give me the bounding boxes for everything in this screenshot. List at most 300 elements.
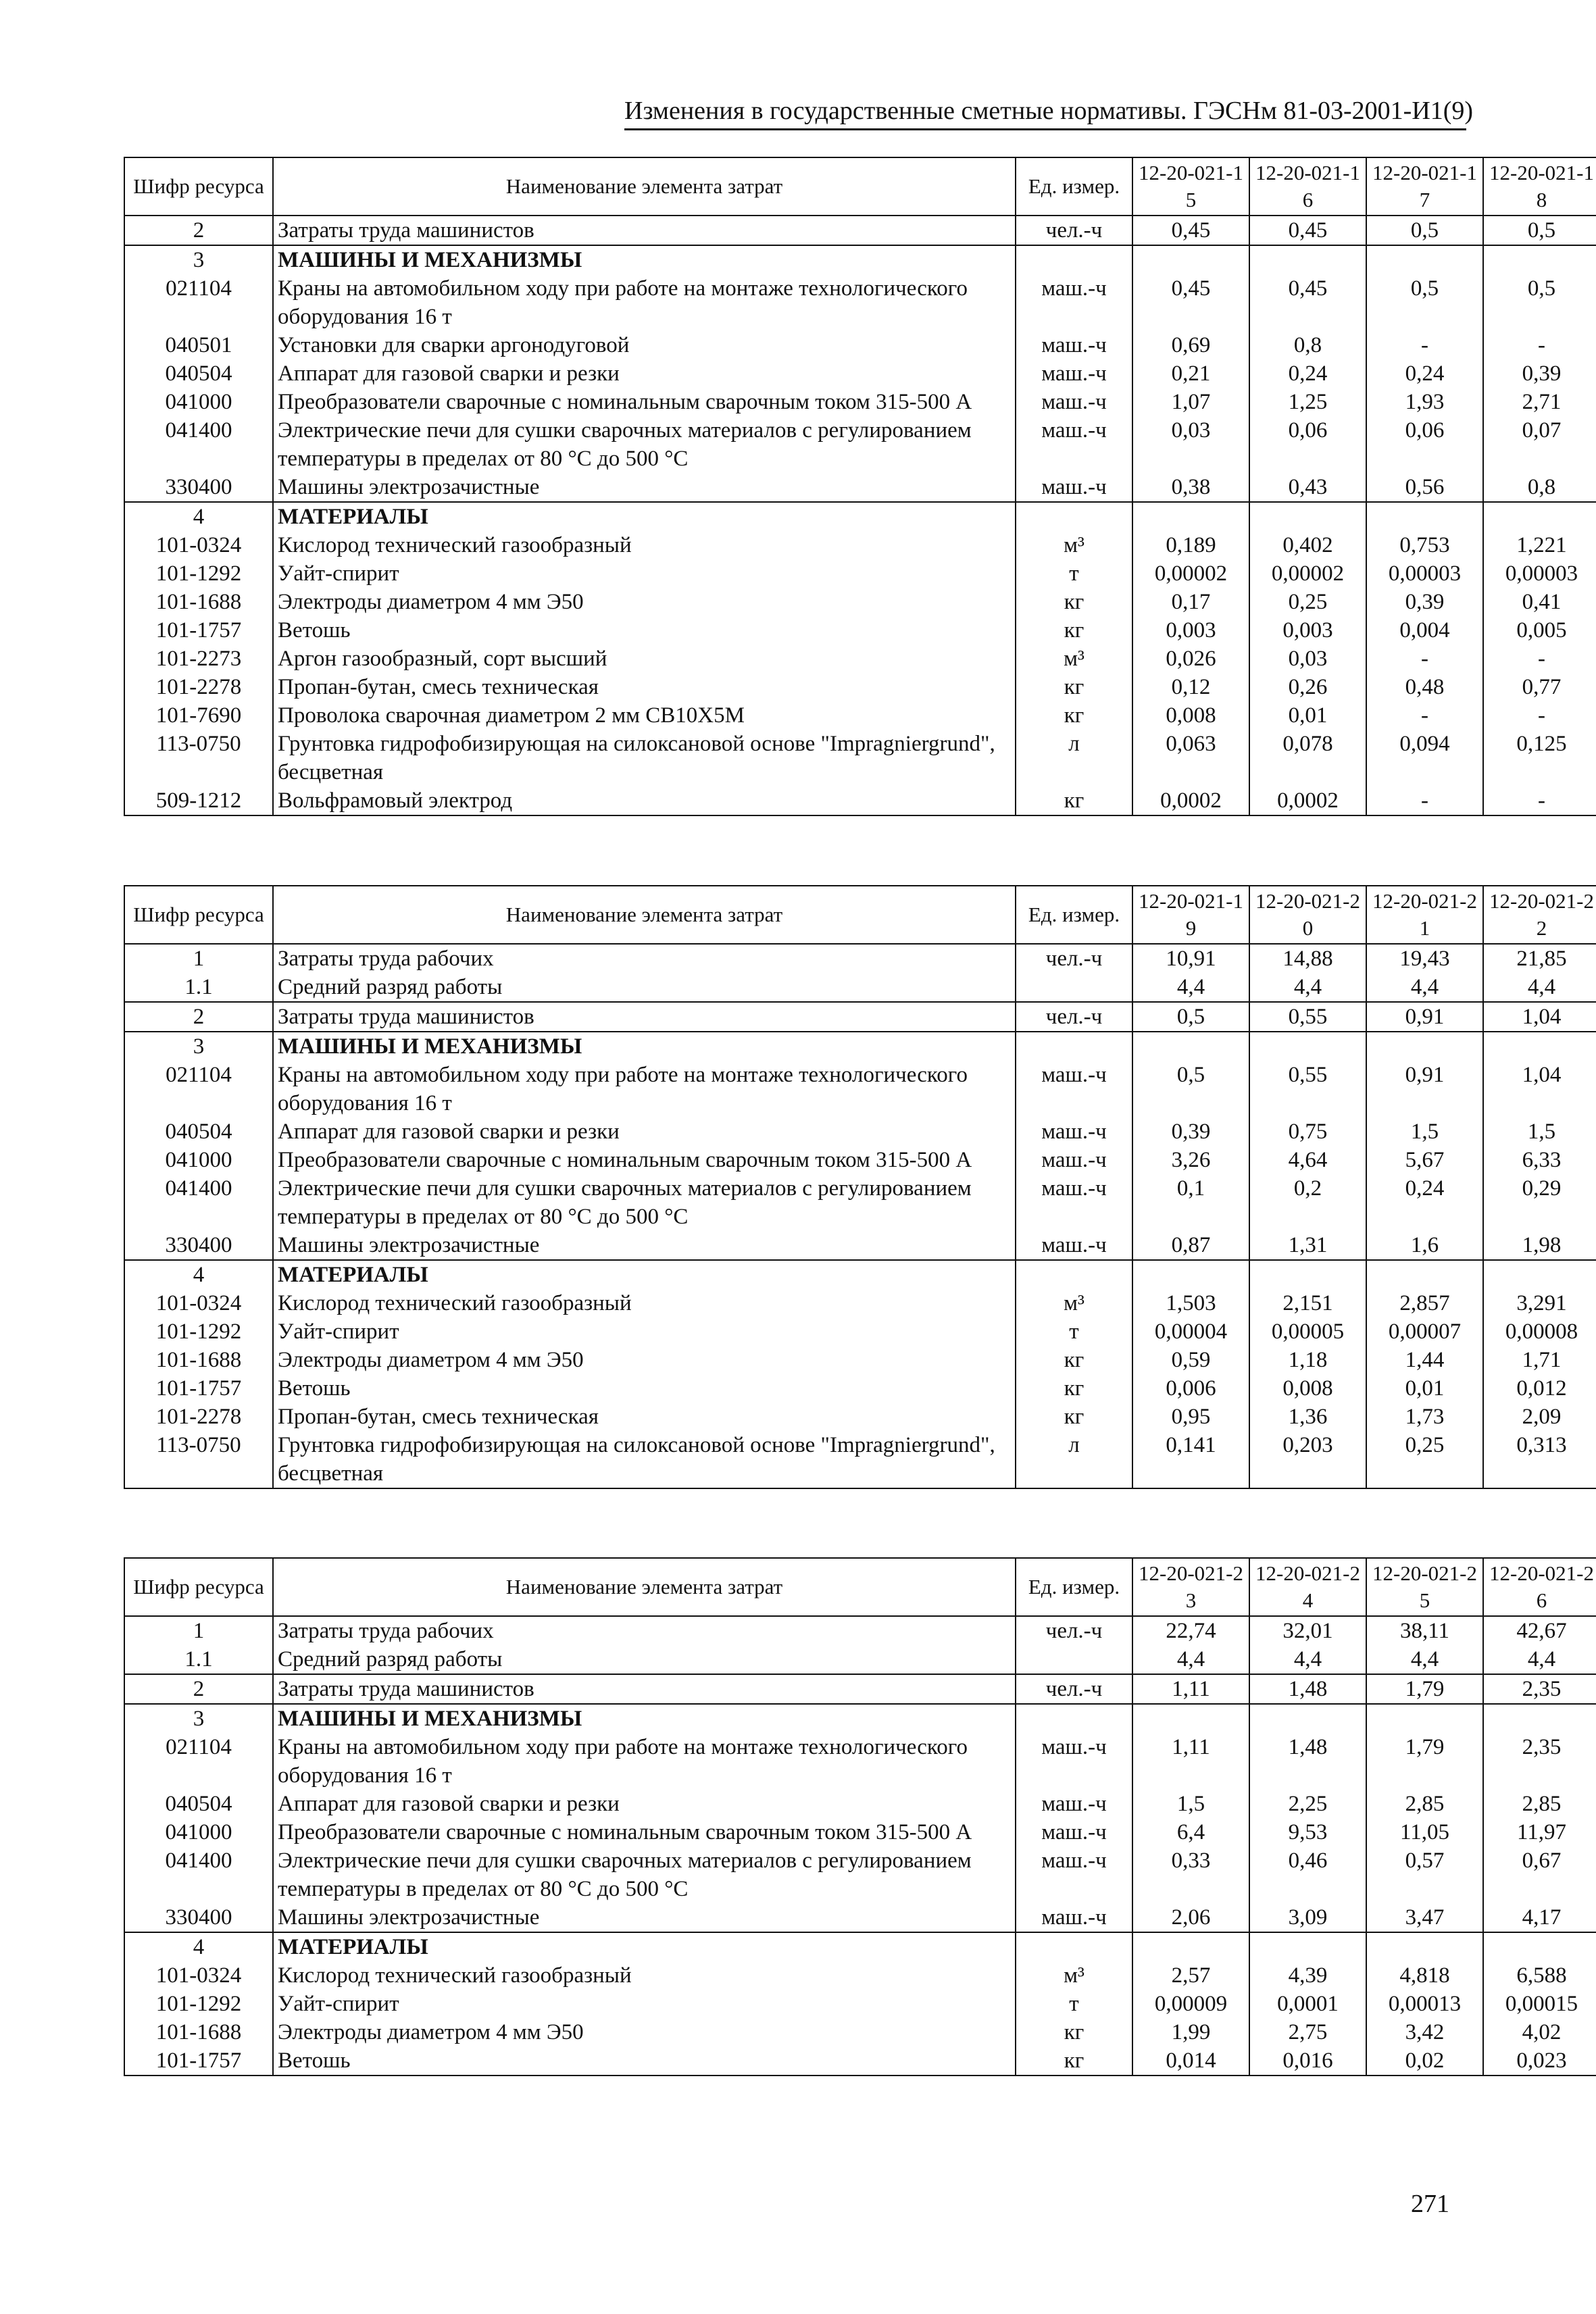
resource-name: Ветошь xyxy=(273,616,1016,645)
value-cell: 1,48 xyxy=(1249,1733,1366,1790)
value-cell: 1,5 xyxy=(1132,1790,1249,1818)
value-cell: 0,33 xyxy=(1132,1846,1249,1903)
value-cell: 0,55 xyxy=(1249,1002,1366,1032)
value-cell: 4,4 xyxy=(1132,973,1249,1002)
value-cell: 0,00013 xyxy=(1366,1990,1483,2018)
resource-code: 040504 xyxy=(124,359,273,388)
value-cell: 2,57 xyxy=(1132,1961,1249,1990)
table-row xyxy=(124,531,1596,559)
unit-cell xyxy=(1016,1260,1132,1289)
value-cell: 0,43 xyxy=(1249,473,1366,502)
value-cell: 42,67 xyxy=(1483,1616,1596,1645)
value-cell: 2,85 xyxy=(1366,1790,1483,1818)
resource-name: Ветошь xyxy=(273,1374,1016,1403)
column-header-norm: 12-20-021-19 xyxy=(1132,886,1249,944)
value-cell: 0,014 xyxy=(1132,2046,1249,2076)
value-cell: 0,01 xyxy=(1366,1374,1483,1403)
resource-code: 041000 xyxy=(124,388,273,416)
value-cell: 0,8 xyxy=(1483,473,1596,502)
value-cell: - xyxy=(1366,786,1483,815)
value-cell: 0,094 xyxy=(1366,730,1483,786)
column-header-unit: Ед. измер. xyxy=(1016,157,1132,216)
column-header-norm: 12-20-021-15 xyxy=(1132,157,1249,216)
resource-name: Электрические печи для сушки сварочных материалов с регулированием температуры в пределах от 80 °С до 500 °С xyxy=(273,416,1016,473)
table-row xyxy=(124,1289,1596,1317)
value-cell: 4,02 xyxy=(1483,2018,1596,2046)
value-cell: 0,5 xyxy=(1483,216,1596,245)
table-row xyxy=(124,588,1596,616)
resource-code: 101-1688 xyxy=(124,1346,273,1374)
resource-code: 041400 xyxy=(124,416,273,473)
value-cell: 4,4 xyxy=(1132,1645,1249,1674)
value-cell: 1,6 xyxy=(1366,1231,1483,1260)
value-cell: 0,06 xyxy=(1366,416,1483,473)
unit-cell: кг xyxy=(1064,1348,1084,1372)
resource-code: 4 xyxy=(124,1260,273,1289)
table-row xyxy=(124,1961,1596,1990)
table-row xyxy=(124,1932,1596,1961)
resource-name: Уайт-спирит xyxy=(273,559,1016,588)
value-cell: 2,35 xyxy=(1483,1674,1596,1704)
table-row xyxy=(124,1818,1596,1846)
value-cell: 0,5 xyxy=(1132,1002,1249,1032)
unit-cell: т xyxy=(1069,1319,1079,1344)
resource-name: Кислород технический газообразный xyxy=(273,1289,1016,1317)
value-cell xyxy=(1483,1260,1596,1289)
table-row xyxy=(124,1431,1596,1488)
table-row xyxy=(124,245,1596,274)
unit-cell: маш.-ч xyxy=(1041,1233,1107,1257)
value-cell: 0,006 xyxy=(1132,1374,1249,1403)
table-row xyxy=(124,1231,1596,1260)
value-cell: 0,24 xyxy=(1366,359,1483,388)
resource-code: 041400 xyxy=(124,1846,273,1903)
value-cell: 5,67 xyxy=(1366,1146,1483,1174)
resource-name: Аппарат для газовой сварки и резки xyxy=(273,1117,1016,1146)
value-cell: 0,00007 xyxy=(1366,1317,1483,1346)
resource-code: 3 xyxy=(124,1032,273,1061)
value-cell: 1,5 xyxy=(1483,1117,1596,1146)
value-cell: 0,12 xyxy=(1132,673,1249,701)
resource-name: Краны на автомобильном ходу при работе на монтаже технологического оборудования 16 т xyxy=(273,274,1016,331)
resource-code: 4 xyxy=(124,1932,273,1961)
value-cell: 3,26 xyxy=(1132,1146,1249,1174)
table-row xyxy=(124,1002,1596,1032)
value-cell: 0,24 xyxy=(1249,359,1366,388)
resource-code: 113-0750 xyxy=(124,730,273,786)
value-cell: 0,59 xyxy=(1132,1346,1249,1374)
value-cell: 4,17 xyxy=(1483,1903,1596,1932)
value-cell: 0,0002 xyxy=(1132,786,1249,815)
value-cell xyxy=(1249,1260,1366,1289)
value-cell: 0,016 xyxy=(1249,2046,1366,2076)
value-cell: 0,063 xyxy=(1132,730,1249,786)
resource-code: 2 xyxy=(124,1002,273,1032)
value-cell: 0,67 xyxy=(1483,1846,1596,1903)
value-cell: 1,11 xyxy=(1132,1733,1249,1790)
table-row xyxy=(124,1403,1596,1431)
column-header-unit: Ед. измер. xyxy=(1016,886,1132,944)
unit-cell: кг xyxy=(1064,1376,1084,1401)
value-cell: 0,06 xyxy=(1249,416,1366,473)
resource-code: 509-1212 xyxy=(124,786,273,815)
table-row xyxy=(124,1903,1596,1932)
value-cell: 0,005 xyxy=(1483,616,1596,645)
resource-code: 1.1 xyxy=(124,973,273,1002)
resource-code: 021104 xyxy=(124,1733,273,1790)
resource-name: Кислород технический газообразный xyxy=(273,1961,1016,1990)
unit-cell xyxy=(1016,502,1132,531)
column-header-norm: 12-20-021-26 xyxy=(1483,1558,1596,1616)
value-cell: 4,4 xyxy=(1366,973,1483,1002)
resource-code: 021104 xyxy=(124,274,273,331)
value-cell: 1,79 xyxy=(1366,1674,1483,1704)
value-cell xyxy=(1483,1932,1596,1961)
value-cell: 0,57 xyxy=(1366,1846,1483,1903)
section-heading: МАТЕРИАЛЫ xyxy=(273,1260,1016,1289)
resource-name: Электроды диаметром 4 мм Э50 xyxy=(273,1346,1016,1374)
table-row xyxy=(124,331,1596,359)
value-cell: 0,1 xyxy=(1132,1174,1249,1231)
value-cell: 4,4 xyxy=(1483,973,1596,1002)
value-cell: 0,39 xyxy=(1132,1117,1249,1146)
column-header-norm: 12-20-021-22 xyxy=(1483,886,1596,944)
unit-cell: кг xyxy=(1064,590,1084,614)
resource-name: Грунтовка гидрофобизирующая на силоксановой основе "Impragniergrund", бесцветная xyxy=(273,1431,1016,1488)
column-header-name: Наименование элемента затрат xyxy=(273,886,1016,944)
resource-name: Аргон газообразный, сорт высший xyxy=(273,645,1016,673)
table-row xyxy=(124,1645,1596,1674)
resource-code: 041400 xyxy=(124,1174,273,1231)
value-cell xyxy=(1132,1932,1249,1961)
value-cell: 3,291 xyxy=(1483,1289,1596,1317)
column-header-norm: 12-20-021-24 xyxy=(1249,1558,1366,1616)
table-row xyxy=(124,416,1596,473)
value-cell: 0,313 xyxy=(1483,1431,1596,1488)
value-cell: 0,00004 xyxy=(1132,1317,1249,1346)
value-cell xyxy=(1249,502,1366,531)
section-heading: МАШИНЫ И МЕХАНИЗМЫ xyxy=(273,1704,1016,1733)
value-cell: 0,45 xyxy=(1132,274,1249,331)
resource-name: Затраты труда машинистов xyxy=(273,1002,1016,1032)
value-cell: 0,008 xyxy=(1249,1374,1366,1403)
column-header-norm: 12-20-021-21 xyxy=(1366,886,1483,944)
unit-cell: кг xyxy=(1064,675,1084,699)
unit-cell: маш.-ч xyxy=(1041,390,1107,414)
value-cell: 0,026 xyxy=(1132,645,1249,673)
resource-name: Вольфрамовый электрод xyxy=(273,786,1016,815)
table-row xyxy=(124,673,1596,701)
value-cell: 0,078 xyxy=(1249,730,1366,786)
resource-code: 4 xyxy=(124,502,273,531)
value-cell: 0,00002 xyxy=(1249,559,1366,588)
value-cell: 0,012 xyxy=(1483,1374,1596,1403)
unit-cell: маш.-ч xyxy=(1041,1848,1107,1873)
unit-cell: чел.-ч xyxy=(1016,1002,1132,1032)
table-header-row xyxy=(124,1558,1596,1616)
value-cell: 3,42 xyxy=(1366,2018,1483,2046)
value-cell: 4,4 xyxy=(1483,1645,1596,1674)
resource-code: 041000 xyxy=(124,1146,273,1174)
value-cell: 0,203 xyxy=(1249,1431,1366,1488)
unit-cell: маш.-ч xyxy=(1041,1120,1107,1144)
column-header-norm: 12-20-021-20 xyxy=(1249,886,1366,944)
value-cell: 0,69 xyxy=(1132,331,1249,359)
table-row xyxy=(124,944,1596,973)
resource-code: 101-2278 xyxy=(124,673,273,701)
value-cell: 6,33 xyxy=(1483,1146,1596,1174)
unit-cell: маш.-ч xyxy=(1041,333,1107,357)
resource-name: Средний разряд работы xyxy=(273,973,1016,1002)
table-row xyxy=(124,786,1596,815)
unit-cell xyxy=(1016,1704,1132,1733)
column-header-norm: 12-20-021-16 xyxy=(1249,157,1366,216)
value-cell: 14,88 xyxy=(1249,944,1366,973)
value-cell: 0,402 xyxy=(1249,531,1366,559)
unit-cell: кг xyxy=(1064,2020,1084,2044)
unit-cell: м³ xyxy=(1064,533,1084,557)
table-row xyxy=(124,1846,1596,1903)
table-row xyxy=(124,1117,1596,1146)
table-row xyxy=(124,359,1596,388)
value-cell: 2,71 xyxy=(1483,388,1596,416)
unit-cell xyxy=(1016,1032,1132,1061)
resource-code: 330400 xyxy=(124,473,273,502)
value-cell: 4,4 xyxy=(1249,973,1366,1002)
value-cell: - xyxy=(1366,701,1483,730)
resource-name: Установки для сварки аргонодуговой xyxy=(273,331,1016,359)
unit-cell: маш.-ч xyxy=(1041,1905,1107,1930)
resource-code: 101-0324 xyxy=(124,1961,273,1990)
column-header-code: Шифр ресурса xyxy=(124,157,273,216)
value-cell: - xyxy=(1366,645,1483,673)
value-cell xyxy=(1249,1932,1366,1961)
value-cell: 1,98 xyxy=(1483,1231,1596,1260)
column-header-unit: Ед. измер. xyxy=(1016,1558,1132,1616)
value-cell: 1,11 xyxy=(1132,1674,1249,1704)
unit-cell: маш.-ч xyxy=(1041,1792,1107,1816)
value-cell: 9,53 xyxy=(1249,1818,1366,1846)
value-cell: 0,39 xyxy=(1483,359,1596,388)
value-cell: 1,07 xyxy=(1132,388,1249,416)
norms-table-3 xyxy=(124,1557,1596,2076)
table-row xyxy=(124,274,1596,331)
value-cell: 0,5 xyxy=(1366,274,1483,331)
resource-code: 101-0324 xyxy=(124,531,273,559)
table-row xyxy=(124,559,1596,588)
column-header-norm: 12-20-021-25 xyxy=(1366,1558,1483,1616)
table-row xyxy=(124,1317,1596,1346)
unit-cell: маш.-ч xyxy=(1041,1176,1107,1201)
unit-cell: кг xyxy=(1064,1405,1084,1429)
value-cell: 2,151 xyxy=(1249,1289,1366,1317)
resource-name: Ветошь xyxy=(273,2046,1016,2076)
value-cell: 0,189 xyxy=(1132,531,1249,559)
unit-cell xyxy=(1016,1932,1132,1961)
value-cell: 1,73 xyxy=(1366,1403,1483,1431)
resource-code: 040501 xyxy=(124,331,273,359)
resource-code: 101-1757 xyxy=(124,2046,273,2076)
value-cell: 0,01 xyxy=(1249,701,1366,730)
value-cell: 19,43 xyxy=(1366,944,1483,973)
value-cell: 2,25 xyxy=(1249,1790,1366,1818)
value-cell: 0,91 xyxy=(1366,1002,1483,1032)
value-cell xyxy=(1483,1704,1596,1733)
page-number: 271 xyxy=(1411,2190,1449,2218)
resource-code: 101-1688 xyxy=(124,588,273,616)
value-cell: 0,141 xyxy=(1132,1431,1249,1488)
value-cell: 4,818 xyxy=(1366,1961,1483,1990)
resource-name: Аппарат для газовой сварки и резки xyxy=(273,1790,1016,1818)
column-header-name: Наименование элемента затрат xyxy=(273,157,1016,216)
value-cell: 1,44 xyxy=(1366,1346,1483,1374)
value-cell: 0,48 xyxy=(1366,673,1483,701)
value-cell: 0,29 xyxy=(1483,1174,1596,1231)
value-cell: 0,45 xyxy=(1249,274,1366,331)
table-header-row xyxy=(124,157,1596,216)
value-cell: 1,18 xyxy=(1249,1346,1366,1374)
resource-code: 101-1688 xyxy=(124,2018,273,2046)
value-cell: 0,00009 xyxy=(1132,1990,1249,2018)
resource-code: 3 xyxy=(124,245,273,274)
table-row xyxy=(124,1616,1596,1645)
resource-name: Преобразователи сварочные с номинальным сварочным током 315-500 А xyxy=(273,388,1016,416)
value-cell: 0,41 xyxy=(1483,588,1596,616)
table-row xyxy=(124,388,1596,416)
value-cell: 0,77 xyxy=(1483,673,1596,701)
unit-cell: т xyxy=(1069,561,1079,586)
unit-cell: маш.-ч xyxy=(1041,475,1107,499)
value-cell: 1,221 xyxy=(1483,531,1596,559)
table-row xyxy=(124,1990,1596,2018)
value-cell: 0,17 xyxy=(1132,588,1249,616)
value-cell: 4,4 xyxy=(1366,1645,1483,1674)
value-cell: 0,8 xyxy=(1249,331,1366,359)
table-row xyxy=(124,1146,1596,1174)
value-cell xyxy=(1132,502,1249,531)
value-cell: 0,0001 xyxy=(1249,1990,1366,2018)
value-cell xyxy=(1366,245,1483,274)
value-cell: 6,4 xyxy=(1132,1818,1249,1846)
resource-code: 2 xyxy=(124,216,273,245)
value-cell: 0,753 xyxy=(1366,531,1483,559)
value-cell: 3,47 xyxy=(1366,1903,1483,1932)
value-cell xyxy=(1249,1032,1366,1061)
value-cell: 0,25 xyxy=(1366,1431,1483,1488)
resource-name: Краны на автомобильном ходу при работе на монтаже технологического оборудования 16 т xyxy=(273,1061,1016,1117)
resource-name: Проволока сварочная диаметром 2 мм СВ10Х5М xyxy=(273,701,1016,730)
value-cell: 0,5 xyxy=(1483,274,1596,331)
value-cell: 4,64 xyxy=(1249,1146,1366,1174)
resource-name: Машины электрозачистные xyxy=(273,1903,1016,1932)
resource-code: 1 xyxy=(124,1616,273,1645)
resource-name: Затраты труда рабочих xyxy=(273,1616,1016,1645)
resource-name: Преобразователи сварочные с номинальным сварочным током 315-500 А xyxy=(273,1146,1016,1174)
resource-code: 101-1757 xyxy=(124,1374,273,1403)
table-row xyxy=(124,502,1596,531)
value-cell: 0,00005 xyxy=(1249,1317,1366,1346)
value-cell: 0,38 xyxy=(1132,473,1249,502)
resource-name: Электрические печи для сушки сварочных материалов с регулированием температуры в пределах от 80 °С до 500 °С xyxy=(273,1846,1016,1903)
value-cell xyxy=(1132,245,1249,274)
value-cell xyxy=(1366,1704,1483,1733)
value-cell: 0,91 xyxy=(1366,1061,1483,1117)
unit-cell: т xyxy=(1069,1992,1079,2016)
resource-code: 101-1292 xyxy=(124,1990,273,2018)
resource-name: Краны на автомобильном ходу при работе на монтаже технологического оборудования 16 т xyxy=(273,1733,1016,1790)
value-cell: 0,56 xyxy=(1366,473,1483,502)
value-cell: 1,93 xyxy=(1366,388,1483,416)
table-row xyxy=(124,1174,1596,1231)
value-cell: 1,25 xyxy=(1249,388,1366,416)
section-heading: МАШИНЫ И МЕХАНИЗМЫ xyxy=(273,245,1016,274)
resource-code: 2 xyxy=(124,1674,273,1704)
resource-code: 3 xyxy=(124,1704,273,1733)
value-cell: 0,125 xyxy=(1483,730,1596,786)
value-cell xyxy=(1366,1932,1483,1961)
resource-name: Электрические печи для сушки сварочных материалов с регулированием температуры в пределах от 80 °С до 500 °С xyxy=(273,1174,1016,1231)
norms-table-2 xyxy=(124,885,1596,1489)
value-cell xyxy=(1483,502,1596,531)
value-cell: 0,0002 xyxy=(1249,786,1366,815)
value-cell: 0,023 xyxy=(1483,2046,1596,2076)
value-cell xyxy=(1483,1032,1596,1061)
resource-code: 1.1 xyxy=(124,1645,273,1674)
value-cell: 1,04 xyxy=(1483,1002,1596,1032)
resource-code: 021104 xyxy=(124,1061,273,1117)
value-cell: 0,00003 xyxy=(1483,559,1596,588)
resource-name: Уайт-спирит xyxy=(273,1317,1016,1346)
resource-code: 041000 xyxy=(124,1818,273,1846)
value-cell: 0,00003 xyxy=(1366,559,1483,588)
unit-cell: маш.-ч xyxy=(1041,276,1107,301)
table-header-row xyxy=(124,886,1596,944)
page-header: Изменения в государственные сметные нормативы. ГЭСНм 81-03-2001-И1(9) xyxy=(624,96,1466,130)
resource-name: Пропан-бутан, смесь техническая xyxy=(273,1403,1016,1431)
value-cell: 0,55 xyxy=(1249,1061,1366,1117)
resource-code: 101-1292 xyxy=(124,1317,273,1346)
value-cell: - xyxy=(1366,331,1483,359)
value-cell xyxy=(1132,1704,1249,1733)
unit-cell: л xyxy=(1068,732,1080,756)
value-cell: 0,00008 xyxy=(1483,1317,1596,1346)
value-cell: 4,4 xyxy=(1249,1645,1366,1674)
unit-cell: кг xyxy=(1016,786,1132,815)
table-row xyxy=(124,1061,1596,1117)
value-cell: 2,857 xyxy=(1366,1289,1483,1317)
resource-name: Машины электрозачистные xyxy=(273,473,1016,502)
resource-code: 040504 xyxy=(124,1790,273,1818)
resource-code: 101-2278 xyxy=(124,1403,273,1431)
value-cell xyxy=(1249,245,1366,274)
value-cell: 0,03 xyxy=(1249,645,1366,673)
unit-cell: м³ xyxy=(1064,1291,1084,1315)
resource-code: 101-1292 xyxy=(124,559,273,588)
unit-cell: кг xyxy=(1016,2046,1132,2076)
resource-code: 040504 xyxy=(124,1117,273,1146)
value-cell: 1,04 xyxy=(1483,1061,1596,1117)
value-cell: 3,09 xyxy=(1249,1903,1366,1932)
resource-name: Затраты труда машинистов xyxy=(273,1674,1016,1704)
unit-cell: маш.-ч xyxy=(1041,361,1107,386)
value-cell: 0,21 xyxy=(1132,359,1249,388)
resource-name: Средний разряд работы xyxy=(273,1645,1016,1674)
value-cell: 0,26 xyxy=(1249,673,1366,701)
value-cell: 0,46 xyxy=(1249,1846,1366,1903)
unit-cell xyxy=(1016,1645,1132,1674)
value-cell xyxy=(1132,1260,1249,1289)
value-cell: 2,35 xyxy=(1483,1733,1596,1790)
